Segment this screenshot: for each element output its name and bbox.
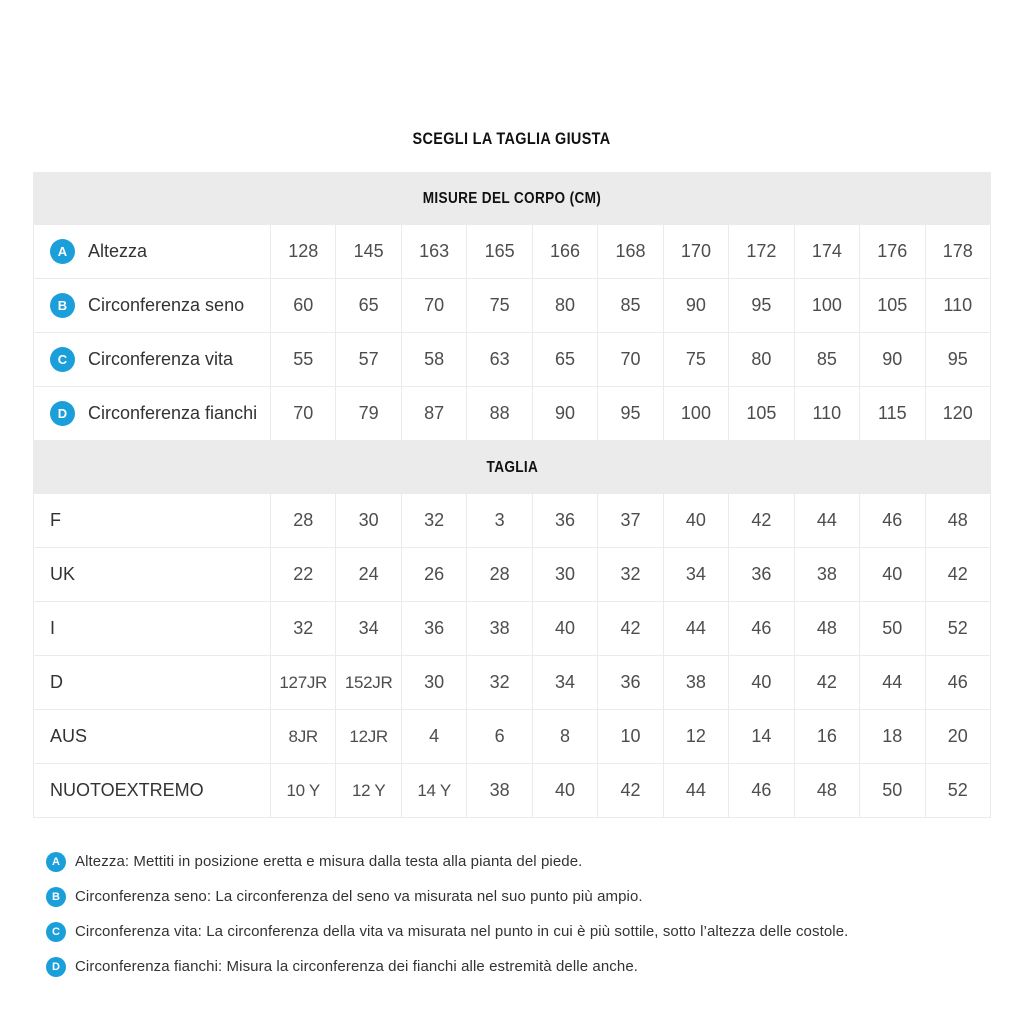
value-cell: 95	[729, 279, 794, 333]
value-cell: 6	[467, 710, 532, 764]
value-cell: 65	[533, 333, 598, 387]
page-title-text: SCEGLI LA TAGLIA GIUSTA	[412, 129, 612, 148]
value-cell: 42	[598, 764, 663, 818]
size-row	[33, 548, 991, 602]
row-label-cell	[34, 494, 271, 548]
value-cell: 30	[533, 548, 598, 602]
note-text: Circonferenza seno: La circonferenza del seno va misurata nel suo punto più ampio.	[75, 888, 643, 905]
row-label: Circonferenza seno	[88, 295, 245, 315]
value-cell: 165	[467, 225, 532, 279]
row-label-cell	[34, 387, 271, 441]
value-cell: 34	[336, 602, 401, 656]
size-guide-table	[33, 172, 991, 818]
note-text: Altezza: Mettiti in posizione eretta e misura dalla testa alla pianta del piede.	[75, 853, 583, 870]
value-cell: 28	[271, 494, 336, 548]
row-label: UK	[50, 564, 76, 584]
value-cell: 8JR	[271, 710, 336, 764]
section-header-body-measures	[33, 172, 991, 225]
value-cell: 32	[271, 602, 336, 656]
row-label-cell	[34, 225, 271, 279]
size-row	[33, 494, 991, 548]
measure-row	[33, 225, 991, 279]
value-cell: 12	[664, 710, 729, 764]
value-cell: 100	[795, 279, 860, 333]
value-cell: 80	[729, 333, 794, 387]
value-cell: 57	[336, 333, 401, 387]
value-cell: 44	[860, 656, 925, 710]
value-cell: 52	[926, 602, 991, 656]
section-header-body-measures-text: MISURE DEL CORPO (CM)	[422, 189, 602, 207]
value-cell: 48	[795, 764, 860, 818]
value-cell: 120	[926, 387, 991, 441]
size-row	[33, 764, 991, 818]
row-label: F	[50, 510, 61, 530]
value-cell: 87	[402, 387, 467, 441]
value-cell: 172	[729, 225, 794, 279]
value-cell: 52	[926, 764, 991, 818]
row-label: NUOTOEXTREMO	[50, 780, 204, 800]
value-cell: 88	[467, 387, 532, 441]
value-cell: 3	[467, 494, 532, 548]
measure-row	[33, 387, 991, 441]
body-measures-rows	[33, 225, 991, 441]
row-label: AUS	[50, 726, 88, 746]
value-cell: 170	[664, 225, 729, 279]
value-cell: 60	[271, 279, 336, 333]
value-cell: 63	[467, 333, 532, 387]
value-cell: 37	[598, 494, 663, 548]
measure-row	[33, 279, 991, 333]
row-label: D	[50, 672, 63, 692]
value-cell: 178	[926, 225, 991, 279]
value-cell: 44	[795, 494, 860, 548]
value-cell: 95	[598, 387, 663, 441]
value-cell: 85	[598, 279, 663, 333]
value-cell: 36	[598, 656, 663, 710]
value-cell: 38	[467, 602, 532, 656]
row-label: Altezza	[88, 241, 148, 261]
value-cell: 42	[598, 602, 663, 656]
value-cell: 90	[533, 387, 598, 441]
value-cell: 38	[664, 656, 729, 710]
section-header-sizes	[33, 441, 991, 494]
measure-row	[33, 333, 991, 387]
value-cell: 50	[860, 602, 925, 656]
value-cell: 40	[664, 494, 729, 548]
note-text: Circonferenza vita: La circonferenza della vita va misurata nel punto in cui è più sottile, sotto l’altezza delle costole.	[75, 923, 849, 940]
row-label-cell	[34, 710, 271, 764]
value-cell: 168	[598, 225, 663, 279]
value-cell: 42	[795, 656, 860, 710]
note-item	[46, 914, 1024, 949]
value-cell: 28	[467, 548, 532, 602]
value-cell: 79	[336, 387, 401, 441]
value-cell: 36	[729, 548, 794, 602]
value-cell: 40	[729, 656, 794, 710]
measure-badge-icon: C	[50, 347, 75, 372]
value-cell: 38	[795, 548, 860, 602]
value-cell: 163	[402, 225, 467, 279]
note-item	[46, 844, 1024, 879]
value-cell: 40	[533, 602, 598, 656]
value-cell: 34	[664, 548, 729, 602]
measurement-notes	[46, 844, 1024, 984]
note-item	[46, 879, 1024, 914]
value-cell: 20	[926, 710, 991, 764]
value-cell: 38	[467, 764, 532, 818]
value-cell: 14 Y	[402, 764, 467, 818]
note-item	[46, 949, 1024, 984]
value-cell: 46	[926, 656, 991, 710]
row-label: Circonferenza vita	[88, 349, 234, 369]
size-row	[33, 656, 991, 710]
value-cell: 100	[664, 387, 729, 441]
size-rows	[33, 494, 991, 818]
size-guide-page	[0, 129, 1024, 1024]
value-cell: 46	[729, 602, 794, 656]
value-cell: 46	[860, 494, 925, 548]
value-cell: 40	[533, 764, 598, 818]
row-label-cell	[34, 764, 271, 818]
value-cell: 12 Y	[336, 764, 401, 818]
value-cell: 40	[860, 548, 925, 602]
value-cell: 42	[729, 494, 794, 548]
measure-badge-icon: D	[50, 401, 75, 426]
value-cell: 42	[926, 548, 991, 602]
section-header-sizes-text: TAGLIA	[486, 458, 538, 476]
value-cell: 48	[926, 494, 991, 548]
size-row	[33, 710, 991, 764]
row-label-cell	[34, 602, 271, 656]
value-cell: 32	[598, 548, 663, 602]
value-cell: 115	[860, 387, 925, 441]
value-cell: 24	[336, 548, 401, 602]
value-cell: 105	[729, 387, 794, 441]
value-cell: 127JR	[271, 656, 336, 710]
value-cell: 110	[926, 279, 991, 333]
size-row	[33, 602, 991, 656]
row-label-cell	[34, 279, 271, 333]
value-cell: 110	[795, 387, 860, 441]
measure-badge-icon: A	[50, 239, 75, 264]
value-cell: 176	[860, 225, 925, 279]
value-cell: 44	[664, 602, 729, 656]
measure-badge-icon: B	[50, 293, 75, 318]
value-cell: 12JR	[336, 710, 401, 764]
value-cell: 128	[271, 225, 336, 279]
value-cell: 14	[729, 710, 794, 764]
value-cell: 30	[336, 494, 401, 548]
value-cell: 174	[795, 225, 860, 279]
row-label-cell	[34, 548, 271, 602]
value-cell: 95	[926, 333, 991, 387]
row-label-cell	[34, 333, 271, 387]
value-cell: 22	[271, 548, 336, 602]
value-cell: 70	[271, 387, 336, 441]
value-cell: 32	[467, 656, 532, 710]
value-cell: 75	[664, 333, 729, 387]
value-cell: 4	[402, 710, 467, 764]
value-cell: 166	[533, 225, 598, 279]
value-cell: 65	[336, 279, 401, 333]
value-cell: 10	[598, 710, 663, 764]
value-cell: 152JR	[336, 656, 401, 710]
value-cell: 36	[533, 494, 598, 548]
value-cell: 32	[402, 494, 467, 548]
value-cell: 70	[402, 279, 467, 333]
note-badge-icon: B	[46, 887, 66, 907]
value-cell: 26	[402, 548, 467, 602]
value-cell: 70	[598, 333, 663, 387]
value-cell: 75	[467, 279, 532, 333]
value-cell: 58	[402, 333, 467, 387]
page-title	[0, 129, 1024, 149]
value-cell: 85	[795, 333, 860, 387]
value-cell: 44	[664, 764, 729, 818]
row-label: I	[50, 618, 56, 638]
value-cell: 90	[860, 333, 925, 387]
note-badge-icon: C	[46, 922, 66, 942]
value-cell: 90	[664, 279, 729, 333]
row-label: Circonferenza fianchi	[88, 403, 258, 423]
note-badge-icon: D	[46, 957, 66, 977]
value-cell: 34	[533, 656, 598, 710]
value-cell: 145	[336, 225, 401, 279]
value-cell: 46	[729, 764, 794, 818]
value-cell: 48	[795, 602, 860, 656]
note-badge-icon: A	[46, 852, 66, 872]
value-cell: 8	[533, 710, 598, 764]
value-cell: 30	[402, 656, 467, 710]
value-cell: 80	[533, 279, 598, 333]
value-cell: 10 Y	[271, 764, 336, 818]
row-label-cell	[34, 656, 271, 710]
value-cell: 36	[402, 602, 467, 656]
value-cell: 105	[860, 279, 925, 333]
value-cell: 18	[860, 710, 925, 764]
value-cell: 50	[860, 764, 925, 818]
value-cell: 55	[271, 333, 336, 387]
note-text: Circonferenza fianchi: Misura la circonferenza dei fianchi alle estremità delle anche.	[75, 958, 639, 975]
value-cell: 16	[795, 710, 860, 764]
